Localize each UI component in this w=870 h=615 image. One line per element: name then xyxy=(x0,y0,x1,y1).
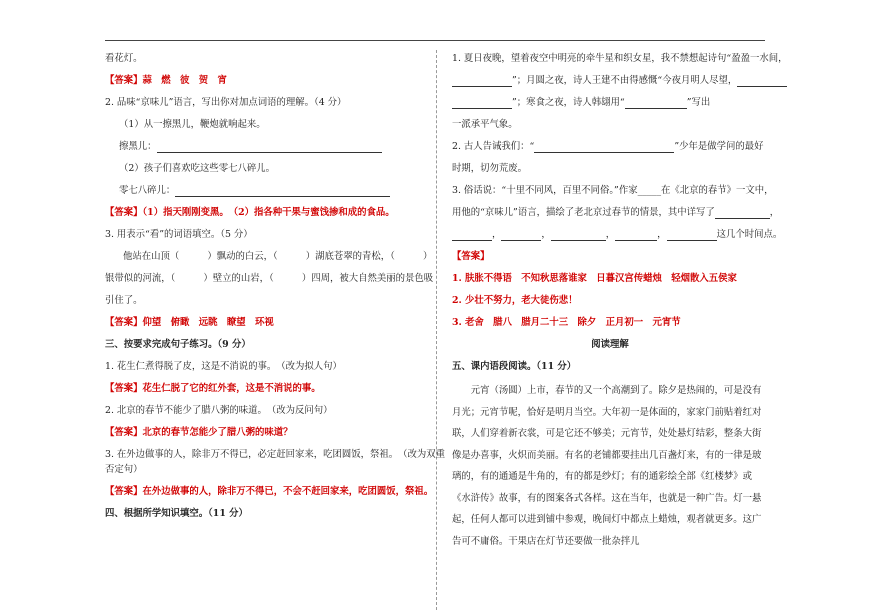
right-column xyxy=(452,52,788,561)
question-text: 2. 古人告诫我们：“ xyxy=(452,141,535,152)
question-line xyxy=(452,74,768,87)
question-text: 银带似的河流，（ ）壁立的山岩，（ ）四周，被大自然美丽的景色吸 xyxy=(105,273,434,284)
answer-line: 【答案】花生仁脱了它的红外套，这是不消说的事。 xyxy=(105,383,321,394)
column-divider xyxy=(436,50,437,610)
question-line: 用他的“京味儿”语言，描绘了老北京过春节的情景，其中详写了 ， xyxy=(452,207,780,218)
section-heading: 四、根据所学知识填空。（11 分） xyxy=(105,508,248,519)
question-text: 一派承平气象。 xyxy=(452,119,518,130)
answer-blank[interactable] xyxy=(157,142,382,153)
question-text: 时期，切勿荒废。 xyxy=(452,163,528,174)
question-text: 他站在山顶（ ）飘动的白云，（ ）湖底苍翠的青松，（ ） xyxy=(123,251,433,262)
answer-blank[interactable] xyxy=(452,76,512,87)
answer-blank-line xyxy=(105,140,425,153)
question-text: 引住了。 xyxy=(105,295,143,306)
text-line: 看花灯。 xyxy=(105,53,143,64)
header-rule xyxy=(105,40,765,41)
answer-line: 【答案】北京的春节怎能少了腊八粥的味道？ xyxy=(105,427,293,438)
question-text: ”少年是做学问的最好 xyxy=(674,141,764,152)
reading-passage: 元宵（汤圆）上市，春节的又一个高潮到了。除夕是热闹的，可是没有月光；元宵节呢，恰好是明月当空。大年初一是体面的，家家门前贴着红对联，人们穿着新衣裳，可是它还不够美；元宵节，处处悬灯结彩，整条大街像是办喜事，火炽而美丽。有名的老铺都要挂出几百盏灯来，有的一律是玻璃的，有的通通是牛角的，有的都是纱灯；有的通彩绘全部《红楼梦》或《水浒传》故事，有的图案各式各样。这在当年，也就是一种广告。灯一悬起，任何人都可以进到铺中参观，晚间灯中都点上蜡烛，观者就更多。这广告可不庸俗。干果店在灯节还要做一批杂拌儿 xyxy=(452,385,762,547)
answer-blank[interactable] xyxy=(534,142,674,153)
answer-line: 【答案】仰望 俯瞰 远眺 瞭望 环视 xyxy=(105,317,274,328)
question-line xyxy=(452,96,768,109)
question-line: 否定句） xyxy=(105,464,143,475)
question-line xyxy=(452,140,768,153)
question-line: ， ， ， ， 这几个时间点。 xyxy=(452,228,768,241)
question-text: ”；寒食之夜，诗人韩翃用“ xyxy=(512,97,625,108)
question-line: 3. 在外边做事的人，除非万不得已，必定赶回家来，吃团圆饭，祭祖。 （改为双重 xyxy=(105,449,446,460)
question-line: 1. 花生仁煮得脱了皮，这是不消说的事。 （改为拟人句） xyxy=(105,361,342,372)
answer-blank[interactable] xyxy=(737,76,787,87)
question-text: 这几个时间点。 xyxy=(716,229,783,240)
answer-line: 【答案】蒜 燃 彼 贺 宵 xyxy=(105,75,227,86)
question-subitem: （1）从一擦黑儿，鞭炮就响起来。 xyxy=(119,119,266,130)
answer-blank[interactable] xyxy=(667,230,717,241)
blank-label: 零七八碎儿： xyxy=(119,185,176,196)
section-heading: 三、按要求完成句子练习。（9 分） xyxy=(105,339,251,350)
answer-blank-line xyxy=(105,184,425,197)
answer-blank[interactable] xyxy=(551,230,606,241)
answer-blank[interactable] xyxy=(452,98,512,109)
answer-blank[interactable] xyxy=(615,230,657,241)
question-line: 3. 俗话说：“十里不同风，百里不同俗。”作家_____在《北京的春节》一文中， xyxy=(452,185,774,196)
question-line: 2. 品味“京味儿”语言，写出你对加点词语的理解。（4 分） xyxy=(105,97,347,108)
answer-blank[interactable] xyxy=(625,98,687,109)
answer-blank[interactable] xyxy=(715,208,770,219)
question-line: 1. 夏日夜晚，望着夜空中明亮的牵牛星和织女星，我不禁想起诗句“盈盈一水间， xyxy=(452,53,788,64)
answer-blank[interactable] xyxy=(501,230,541,241)
question-text: ”；月圆之夜，诗人王建不由得感慨“今夜月明人尽望， xyxy=(512,75,738,86)
answer-heading: 【答案】 xyxy=(452,251,490,262)
question-text: ”写出 xyxy=(686,97,711,108)
section-title: 阅读理解 xyxy=(591,339,629,350)
answer-line: 3. 老舍 腊八 腊月二十三 除夕 正月初一 元宵节 xyxy=(452,317,681,328)
section-heading: 五、课内语段阅读。（11 分） xyxy=(452,361,577,372)
answer-line: 1. 肤胀不得语 不知秋思落谁家 日暮汉宫传蜡烛 轻烟散入五侯家 xyxy=(452,273,737,284)
answer-blank[interactable] xyxy=(175,186,390,197)
question-line: 3. 用表示“看”的词语填空。（5 分） xyxy=(105,229,253,240)
answer-line: 【答案】在外边做事的人，除非万不得已，不会不赶回家来，吃团圆饭，祭祖。 xyxy=(105,486,434,497)
question-text: 用他的“京味儿”语言，描绘了老北京过春节的情景，其中详写了 xyxy=(452,207,715,218)
blank-label: 擦黑儿： xyxy=(119,141,157,152)
answer-blank[interactable] xyxy=(452,230,492,241)
question-line: 2. 北京的春节不能少了腊八粥的味道。 （改为反问句） xyxy=(105,405,333,416)
answer-line: 2. 少壮不努力，老大徒伤悲！ xyxy=(452,295,578,306)
left-column xyxy=(105,52,446,529)
answer-line: 【答案】（1）指天刚刚变黑。 （2）指各种干果与蜜饯掺和成的食品。 xyxy=(105,207,395,218)
question-subitem: （2）孩子们喜欢吃这些零七八碎儿。 xyxy=(119,163,275,174)
